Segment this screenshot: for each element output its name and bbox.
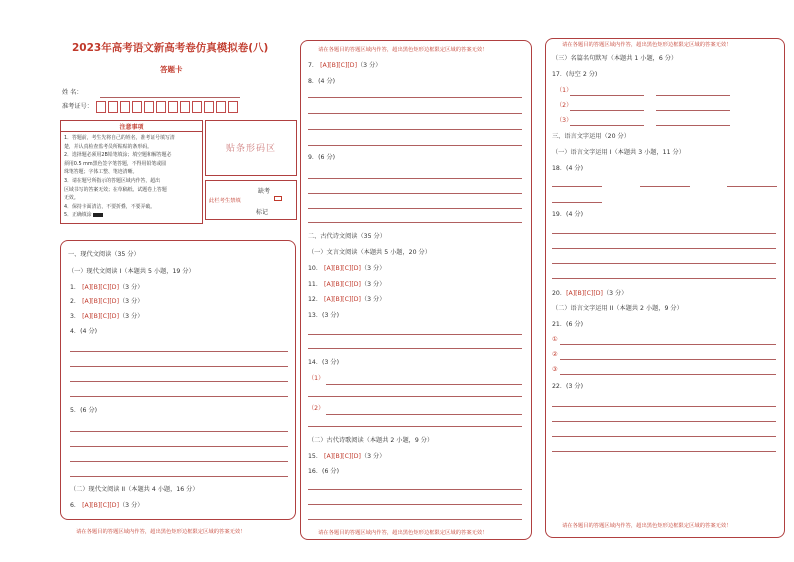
- notice-box: [60, 120, 203, 224]
- id-cell[interactable]: [120, 101, 130, 113]
- answer-line[interactable]: [308, 97, 522, 98]
- answer-line[interactable]: [308, 426, 522, 427]
- question-17: 17．(每空 2 分): [552, 71, 598, 78]
- question-4: 4．(4 分): [70, 328, 98, 335]
- question-1[interactable]: 1． [A][B][C][D]（3 分）: [70, 284, 144, 291]
- id-cell[interactable]: [216, 101, 226, 113]
- answer-panel-1: [60, 240, 296, 520]
- notice-item: 无效。: [64, 195, 79, 202]
- question-11[interactable]: 11． [A][B][C][D]（3 分）: [308, 281, 386, 288]
- answer-line[interactable]: [552, 202, 602, 203]
- answer-line[interactable]: [70, 351, 288, 352]
- notice-item: 1．答题前，考生先将自己的姓名，准考证号填写清: [64, 135, 175, 141]
- notice-item: 3．请在题号所指示的答题区域内作答，超出: [64, 177, 161, 184]
- question-3[interactable]: 3． [A][B][C][D]（3 分）: [70, 313, 144, 320]
- answer-line[interactable]: [552, 233, 776, 234]
- id-cell[interactable]: [228, 101, 238, 113]
- answer-line[interactable]: [308, 193, 522, 194]
- id-cell[interactable]: [156, 101, 166, 113]
- absent-checkbox[interactable]: [274, 196, 282, 201]
- fill-sample: [93, 213, 103, 217]
- barcode-area: [205, 120, 297, 176]
- question-15[interactable]: 15． [A][B][C][D]（3 分）: [308, 453, 386, 460]
- warning-text: 请在各题目的答题区域内作答，超出黑色矩形边框限定区域的答案无效！: [318, 47, 488, 53]
- section3-sub2: （二）语言文字运用 II（本题共 2 小题，9 分）: [552, 305, 683, 312]
- answer-panel-3: [545, 38, 785, 538]
- notice-item: 珠笔答题；字体工整、笔迹清晰。: [64, 169, 138, 176]
- answer-panel-2: [300, 40, 532, 540]
- id-cell[interactable]: [204, 101, 214, 113]
- question-6[interactable]: 6． [A][B][C][D]（3 分）: [70, 502, 144, 509]
- notice-item: 2．选择题必须用2B铅笔填涂；填空题和解答题必: [64, 152, 172, 159]
- answer-line[interactable]: [70, 446, 288, 447]
- id-cell[interactable]: [192, 101, 202, 113]
- absent-top-label: 缺考: [258, 188, 271, 195]
- answer-line[interactable]: [552, 248, 776, 249]
- notice-item: 4．保持卡面清洁，不要折叠，不要弄破。: [64, 203, 156, 210]
- answer-line[interactable]: [70, 476, 288, 477]
- answer-line[interactable]: [308, 113, 522, 114]
- warning-text: 请在各题目的答题区域内作答，超出黑色矩形边框限定区域的答案无效！: [562, 42, 732, 48]
- answer-line[interactable]: [308, 334, 522, 335]
- answer-line[interactable]: [308, 145, 522, 146]
- id-cell[interactable]: [108, 101, 118, 113]
- answer-line[interactable]: [70, 381, 288, 382]
- question-8: 8．(4 分): [308, 78, 336, 85]
- answer-line[interactable]: [656, 110, 730, 111]
- id-cell[interactable]: [168, 101, 178, 113]
- id-cell[interactable]: [132, 101, 142, 113]
- page-title: 2023年高考语文新高考卷仿真模拟卷(八): [72, 42, 269, 54]
- notice-item: 5．正确填涂: [64, 212, 92, 219]
- answer-line[interactable]: [326, 414, 522, 415]
- question-21: 21．(6 分): [552, 321, 583, 328]
- question-14: 14．(3 分): [308, 359, 339, 366]
- answer-line[interactable]: [308, 504, 522, 505]
- answer-line[interactable]: [308, 519, 522, 520]
- warning-text: 请在各题目的答题区域内作答，超出黑色矩形边框限定区域的答案无效！: [76, 529, 246, 535]
- id-cell[interactable]: [144, 101, 154, 113]
- answer-line[interactable]: [560, 359, 776, 360]
- warning-text: 请在各题目的答题区域内作答，超出黑色矩形边框限定区域的答案无效！: [318, 530, 488, 536]
- answer-line[interactable]: [326, 384, 522, 385]
- answer-line[interactable]: [552, 406, 776, 407]
- answer-line[interactable]: [308, 178, 522, 179]
- notice-item: 楚，并认真检查监考员所粘贴的条形码。: [64, 143, 153, 150]
- answer-line[interactable]: [570, 110, 644, 111]
- notice-item: 区域书写的答案无效；在草稿纸、试题卷上答题: [64, 186, 167, 193]
- name-label: 姓 名：: [62, 89, 83, 96]
- answer-line[interactable]: [70, 431, 288, 432]
- answer-line[interactable]: [552, 263, 776, 264]
- answer-line[interactable]: [308, 396, 522, 397]
- answer-line[interactable]: [656, 95, 730, 96]
- id-cell[interactable]: [180, 101, 190, 113]
- answer-line[interactable]: [552, 421, 776, 422]
- page-subtitle: 答题卡: [160, 65, 183, 74]
- answer-line[interactable]: [552, 451, 776, 452]
- section2-title: 二、古代诗文阅读（35 分）: [308, 233, 386, 240]
- answer-line[interactable]: [308, 208, 522, 209]
- answer-line[interactable]: [656, 125, 730, 126]
- absent-box: [205, 180, 297, 220]
- question-5: 5．(6 分): [70, 407, 98, 414]
- name-line: [100, 97, 240, 98]
- answer-line[interactable]: [308, 489, 522, 490]
- id-cell[interactable]: [96, 101, 106, 113]
- answer-line[interactable]: [640, 186, 690, 187]
- answer-line[interactable]: [308, 129, 522, 130]
- answer-line[interactable]: [560, 374, 776, 375]
- question-21-item-2: ②: [552, 351, 558, 358]
- question-16: 16．(6 分): [308, 468, 339, 475]
- answer-line[interactable]: [308, 348, 522, 349]
- answer-line[interactable]: [70, 461, 288, 462]
- question-21-item-1: ①: [552, 336, 558, 343]
- answer-line[interactable]: [570, 125, 644, 126]
- absent-bottom-label: 标记: [256, 209, 269, 216]
- question-22: 22．(3 分): [552, 383, 583, 390]
- question-7[interactable]: 7． [A][B][C][D]（3 分）: [308, 62, 382, 69]
- notice-item: 须用0.5 mm黑色签字笔答题，不得用铅笔或圆: [64, 160, 167, 167]
- warning-text: 请在各题目的答题区域内作答，超出黑色矩形边框限定区域的答案无效！: [562, 523, 732, 529]
- answer-line[interactable]: [552, 186, 602, 187]
- question-20[interactable]: 20．[A][B][C][D]（3 分）: [552, 290, 628, 297]
- answer-line[interactable]: [570, 95, 644, 96]
- section1-sub3: （三）名篇名句默写（本题共 1 小题，6 分）: [552, 55, 678, 62]
- section1-sub1: （一）现代文阅读 I（本题共 5 小题，19 分）: [68, 268, 195, 275]
- section2-sub2: （二）古代诗歌阅读（本题共 2 小题，9 分）: [308, 437, 434, 444]
- question-21-item-3: ③: [552, 366, 558, 373]
- section2-sub1: （一）文言文阅读（本题共 5 小题，20 分）: [308, 249, 431, 256]
- barcode-label: 贴条形码区: [225, 144, 276, 154]
- question-9: 9．(6 分): [308, 154, 336, 161]
- question-18: 18．(4 分): [552, 165, 583, 172]
- section1-sub2: （二）现代文阅读 II（本题共 4 小题，16 分）: [70, 486, 199, 493]
- absent-left-label: 此栏考生禁填: [209, 198, 241, 204]
- question-17-part-3: （3）: [556, 117, 573, 124]
- question-17-part-1: （1）: [556, 87, 573, 94]
- question-2[interactable]: 2． [A][B][C][D]（3 分）: [70, 298, 144, 305]
- question-14-part-2: （2）: [308, 405, 325, 412]
- answer-line[interactable]: [308, 222, 522, 223]
- answer-line[interactable]: [552, 278, 776, 279]
- question-10[interactable]: 10． [A][B][C][D]（3 分）: [308, 265, 386, 272]
- question-12[interactable]: 12． [A][B][C][D]（3 分）: [308, 296, 386, 303]
- section3-sub1: （一）语言文字运用 I（本题共 3 小题，11 分）: [552, 149, 685, 156]
- question-19: 19．(4 分): [552, 211, 583, 218]
- section1-title: 一、现代文阅读（35 分）: [68, 251, 140, 258]
- answer-line[interactable]: [560, 344, 776, 345]
- answer-line[interactable]: [70, 366, 288, 367]
- answer-line[interactable]: [727, 186, 777, 187]
- answer-line[interactable]: [70, 396, 288, 397]
- question-17-part-2: （2）: [556, 102, 573, 109]
- section3-title: 三、语言文字运用（20 分）: [552, 133, 630, 140]
- answer-line[interactable]: [552, 436, 776, 437]
- notice-title: 注意事项: [119, 124, 144, 131]
- question-14-part-1: （1）: [308, 375, 325, 382]
- question-13: 13．(3 分): [308, 312, 339, 319]
- id-label: 准考证号：: [62, 103, 93, 110]
